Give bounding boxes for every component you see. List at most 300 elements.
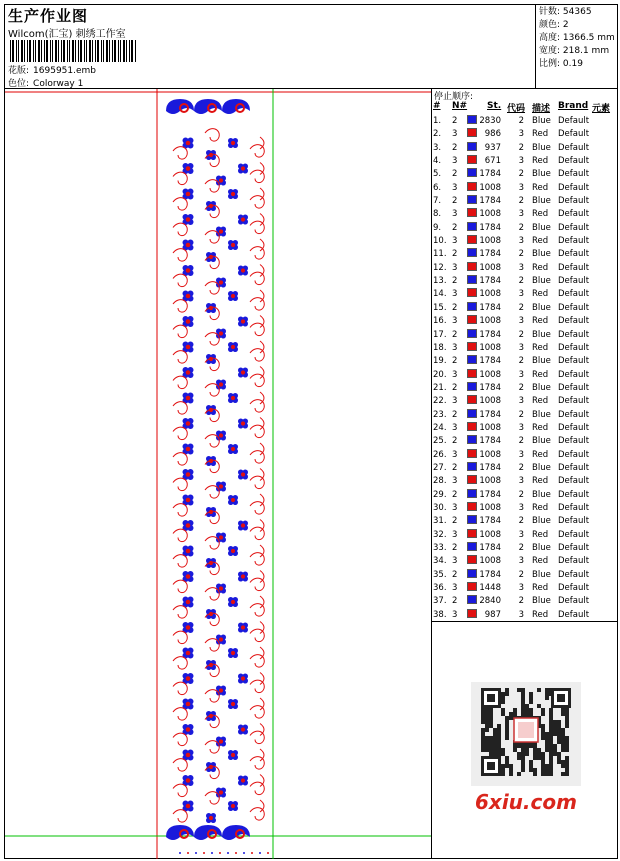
row-brand: Default — [558, 196, 590, 207]
row-stitches: 1008 — [479, 449, 501, 460]
flower-motif — [183, 418, 194, 429]
row-stitches: 1008 — [479, 342, 501, 353]
color-swatch — [467, 369, 477, 378]
color-swatch — [467, 262, 477, 271]
row-stitches: 1784 — [479, 409, 501, 420]
row-needle: 2 — [452, 222, 458, 233]
stat-stitches: 针数: 54365 — [539, 7, 592, 17]
row-brand: Default — [558, 169, 590, 180]
row-index: 1. — [433, 116, 442, 126]
row-index: 15. — [433, 302, 447, 313]
row-code: 2 — [518, 329, 524, 340]
table-row — [432, 529, 618, 542]
row-stitches: 1008 — [479, 316, 501, 327]
row-index: 35. — [433, 569, 447, 580]
table-row — [432, 329, 618, 342]
row-code: 3 — [518, 182, 524, 193]
flower-motif — [228, 138, 238, 148]
color-swatch — [467, 302, 477, 311]
flower-motif — [206, 660, 216, 670]
row-index: 11. — [433, 249, 447, 260]
row-index: 17. — [433, 329, 447, 340]
color-swatch — [467, 582, 477, 591]
flower-motif — [206, 558, 216, 568]
row-needle: 2 — [452, 569, 458, 580]
row-brand: Default — [558, 369, 590, 380]
color-swatch — [467, 168, 477, 177]
row-stitches: 1784 — [479, 222, 501, 233]
row-code: 3 — [518, 156, 524, 167]
row-index: 10. — [433, 236, 447, 247]
color-swatch — [467, 462, 477, 471]
qr-code-image — [471, 682, 581, 786]
row-desc: Blue — [532, 249, 551, 260]
row-index: 16. — [433, 316, 447, 327]
flower-motif — [228, 240, 238, 250]
row-desc: Red — [532, 422, 549, 433]
table-row — [432, 222, 618, 235]
flower-motif — [228, 750, 238, 760]
row-code: 2 — [518, 276, 524, 287]
col-header-element: 元素 — [592, 104, 611, 114]
row-needle: 3 — [452, 236, 458, 247]
row-brand: Default — [558, 502, 590, 513]
row-code: 3 — [518, 316, 524, 327]
row-index: 27. — [433, 462, 447, 473]
row-needle: 2 — [452, 302, 458, 313]
row-brand: Default — [558, 329, 590, 340]
color-swatch — [467, 542, 477, 551]
row-desc: Blue — [532, 543, 551, 553]
col-header-desc: 描述 — [532, 104, 551, 114]
flower-motif — [183, 291, 194, 302]
color-swatch — [467, 142, 477, 151]
colorway-name: Colorway 1 — [33, 79, 84, 89]
row-brand: Default — [558, 596, 590, 607]
color-swatch — [467, 342, 477, 351]
row-code: 2 — [518, 382, 524, 393]
flower-motif — [183, 699, 194, 710]
row-stitches: 987 — [484, 609, 501, 620]
row-code: 3 — [518, 129, 524, 140]
row-index: 31. — [433, 516, 447, 527]
row-brand: Default — [558, 569, 590, 580]
row-stitches: 1008 — [479, 369, 501, 380]
row-desc: Blue — [532, 516, 551, 527]
row-needle: 2 — [452, 116, 458, 126]
row-desc: Blue — [532, 436, 551, 447]
row-desc: Red — [532, 262, 549, 273]
row-desc: Red — [532, 316, 549, 327]
row-desc: Red — [532, 529, 549, 540]
row-index: 26. — [433, 449, 447, 460]
color-swatch — [467, 275, 477, 284]
table-row — [432, 275, 618, 288]
row-index: 12. — [433, 262, 447, 273]
row-desc: Blue — [532, 142, 551, 153]
row-needle: 2 — [452, 516, 458, 527]
row-index: 29. — [433, 489, 447, 500]
table-row — [432, 195, 618, 208]
row-code: 3 — [518, 262, 524, 273]
col-header-stitches: St. — [487, 101, 502, 111]
color-swatch — [467, 395, 477, 404]
row-needle: 3 — [452, 396, 458, 407]
row-code: 3 — [518, 422, 524, 433]
color-swatch — [467, 235, 477, 244]
flower-motif — [228, 189, 238, 199]
flower-motif — [183, 750, 194, 761]
flower-motif — [183, 597, 194, 608]
row-stitches: 1784 — [479, 249, 501, 260]
row-stitches: 1784 — [479, 489, 501, 500]
row-index: 14. — [433, 289, 447, 300]
row-index: 28. — [433, 476, 447, 487]
color-swatch — [467, 195, 477, 204]
row-stitches: 1008 — [479, 476, 501, 487]
row-stitches: 986 — [484, 129, 501, 140]
row-code: 2 — [518, 356, 524, 367]
table-row — [432, 248, 618, 261]
flower-motif — [183, 495, 194, 506]
row-desc: Red — [532, 396, 549, 407]
row-code: 2 — [518, 489, 524, 500]
stop-sequence-rows — [432, 115, 618, 622]
flower-motif — [183, 393, 194, 404]
row-brand: Default — [558, 156, 590, 167]
flower-motif — [216, 278, 226, 288]
row-desc: Blue — [532, 302, 551, 313]
color-swatch — [467, 489, 477, 498]
row-index: 6. — [433, 182, 442, 193]
row-stitches: 1008 — [479, 556, 501, 567]
row-brand: Default — [558, 556, 590, 567]
row-needle: 2 — [452, 329, 458, 340]
row-index: 18. — [433, 342, 447, 353]
row-index: 13. — [433, 276, 447, 287]
row-desc: Blue — [532, 409, 551, 420]
row-stitches: 1008 — [479, 396, 501, 407]
table-row — [432, 355, 618, 368]
row-stitches: 2830 — [479, 116, 501, 126]
row-desc: Blue — [532, 569, 551, 580]
row-desc: Red — [532, 156, 549, 167]
color-swatch — [467, 435, 477, 444]
row-code: 2 — [518, 543, 524, 553]
row-stitches: 1008 — [479, 182, 501, 193]
table-row — [432, 369, 618, 382]
flower-motif — [183, 546, 194, 557]
row-needle: 3 — [452, 156, 458, 167]
flower-motif — [183, 214, 194, 225]
table-row — [432, 409, 618, 422]
flower-motif — [216, 431, 226, 441]
row-stitches: 1784 — [479, 436, 501, 447]
color-swatch — [467, 155, 477, 164]
flower-motif — [206, 405, 216, 415]
row-index: 5. — [433, 169, 442, 180]
stat-colors: 颜色: 2 — [539, 20, 569, 30]
flower-motif — [206, 711, 216, 721]
row-desc: Red — [532, 502, 549, 513]
row-needle: 3 — [452, 209, 458, 220]
row-stitches: 1784 — [479, 196, 501, 207]
row-code: 2 — [518, 222, 524, 233]
row-desc: Blue — [532, 276, 551, 287]
row-stitches: 1784 — [479, 516, 501, 527]
color-swatch — [467, 182, 477, 191]
row-needle: 3 — [452, 369, 458, 380]
row-brand: Default — [558, 449, 590, 460]
row-desc: Red — [532, 129, 549, 140]
row-stitches: 1784 — [479, 569, 501, 580]
flower-motif — [238, 266, 248, 276]
row-desc: Blue — [532, 196, 551, 207]
row-index: 37. — [433, 596, 447, 607]
row-stitches: 1008 — [479, 289, 501, 300]
color-swatch — [467, 569, 477, 578]
row-needle: 2 — [452, 462, 458, 473]
table-row — [432, 208, 618, 221]
row-code: 3 — [518, 342, 524, 353]
col-header-index: # — [433, 101, 441, 111]
row-needle: 2 — [452, 356, 458, 367]
row-index: 33. — [433, 543, 447, 553]
flower-motif — [206, 456, 216, 466]
stat-height: 高度: 1366.5 mm — [539, 33, 615, 43]
row-needle: 3 — [452, 502, 458, 513]
row-code: 3 — [518, 556, 524, 567]
row-stitches: 1784 — [479, 169, 501, 180]
studio-subtitle: Wilcom(汇宝) 刺绣工作室 — [8, 29, 126, 40]
col-header-brand: Brand — [558, 101, 589, 111]
row-needle: 2 — [452, 382, 458, 393]
header — [5, 4, 535, 88]
flower-motif — [206, 609, 216, 619]
page-title: 生产作业图 — [8, 7, 89, 25]
flower-motif — [228, 699, 238, 709]
row-index: 24. — [433, 422, 447, 433]
row-index: 38. — [433, 609, 447, 620]
flower-motif — [183, 571, 194, 582]
row-needle: 3 — [452, 342, 458, 353]
row-stitches: 1784 — [479, 543, 501, 553]
row-desc: Blue — [532, 596, 551, 607]
flower-motif — [183, 801, 194, 812]
flower-motif — [238, 164, 248, 174]
row-stitches: 1008 — [479, 236, 501, 247]
row-stitches: 1784 — [479, 462, 501, 473]
flower-motif — [183, 342, 194, 353]
row-stitches: 1008 — [479, 529, 501, 540]
row-index: 36. — [433, 583, 447, 594]
row-index: 19. — [433, 356, 447, 367]
flower-motif — [206, 507, 216, 517]
table-row — [432, 542, 618, 555]
flower-motif — [183, 622, 194, 633]
flower-motif — [216, 176, 226, 186]
table-row — [432, 555, 618, 568]
row-needle: 2 — [452, 409, 458, 420]
table-row — [432, 182, 618, 195]
color-swatch — [467, 222, 477, 231]
flower-motif — [228, 801, 238, 811]
row-brand: Default — [558, 436, 590, 447]
table-row — [432, 595, 618, 608]
row-needle: 2 — [452, 436, 458, 447]
flower-motif — [206, 252, 216, 262]
color-swatch — [467, 329, 477, 338]
row-code: 2 — [518, 409, 524, 420]
row-index: 22. — [433, 396, 447, 407]
flower-motif — [216, 788, 226, 798]
row-code: 3 — [518, 209, 524, 220]
row-desc: Blue — [532, 489, 551, 500]
row-desc: Blue — [532, 356, 551, 367]
row-needle: 2 — [452, 596, 458, 607]
row-index: 21. — [433, 382, 447, 393]
row-needle: 3 — [452, 583, 458, 594]
flower-motif — [183, 469, 194, 480]
row-index: 4. — [433, 156, 442, 167]
row-desc: Red — [532, 182, 549, 193]
row-desc: Blue — [532, 222, 551, 233]
table-row — [432, 449, 618, 462]
color-swatch — [467, 609, 477, 618]
table-row — [432, 382, 618, 395]
table-row — [432, 609, 618, 622]
table-row — [432, 422, 618, 435]
row-desc: Red — [532, 609, 549, 620]
row-brand: Default — [558, 609, 590, 620]
flower-motif — [238, 470, 248, 480]
flower-motif — [216, 482, 226, 492]
barcode-image — [10, 40, 138, 62]
flower-motif — [238, 725, 248, 735]
row-index: 3. — [433, 142, 442, 153]
design-stats — [535, 4, 618, 88]
row-index: 23. — [433, 409, 447, 420]
flower-motif — [238, 623, 248, 633]
row-code: 2 — [518, 169, 524, 180]
flower-motif — [238, 572, 248, 582]
row-brand: Default — [558, 342, 590, 353]
row-index: 9. — [433, 222, 442, 233]
row-brand: Default — [558, 382, 590, 393]
color-swatch — [467, 382, 477, 391]
row-needle: 3 — [452, 422, 458, 433]
row-needle: 3 — [452, 316, 458, 327]
row-brand: Default — [558, 182, 590, 193]
flower-motif — [238, 419, 248, 429]
embroidery-design-image — [5, 89, 431, 859]
color-swatch — [467, 555, 477, 564]
col-header-code: 代码 — [507, 104, 526, 114]
row-needle: 2 — [452, 276, 458, 287]
color-swatch — [467, 502, 477, 511]
row-index: 20. — [433, 369, 447, 380]
row-needle: 3 — [452, 476, 458, 487]
row-desc: Blue — [532, 329, 551, 340]
row-stitches: 2840 — [479, 596, 501, 607]
flower-motif — [228, 648, 238, 658]
flower-motif — [228, 546, 238, 556]
row-code: 3 — [518, 236, 524, 247]
row-brand: Default — [558, 516, 590, 527]
row-desc: Red — [532, 369, 549, 380]
row-desc: Red — [532, 556, 549, 567]
flower-motif — [183, 316, 194, 327]
flower-motif — [183, 648, 194, 659]
flower-motif — [228, 393, 238, 403]
row-desc: Red — [532, 289, 549, 300]
row-brand: Default — [558, 129, 590, 140]
row-code: 3 — [518, 449, 524, 460]
row-code: 3 — [518, 289, 524, 300]
row-brand: Default — [558, 289, 590, 300]
color-swatch — [467, 128, 477, 137]
row-desc: Red — [532, 449, 549, 460]
row-needle: 2 — [452, 489, 458, 500]
row-stitches: 937 — [484, 142, 501, 153]
row-code: 3 — [518, 476, 524, 487]
flower-motif — [183, 138, 194, 149]
color-swatch — [467, 449, 477, 458]
flower-motif — [183, 520, 194, 531]
color-swatch — [467, 595, 477, 604]
flower-motif — [206, 201, 216, 211]
row-desc: Red — [532, 236, 549, 247]
flower-motif — [183, 189, 194, 200]
row-brand: Default — [558, 583, 590, 594]
flower-motif — [228, 444, 238, 454]
color-swatch — [467, 208, 477, 217]
table-row — [432, 155, 618, 168]
row-code: 3 — [518, 583, 524, 594]
row-needle: 3 — [452, 529, 458, 540]
row-needle: 2 — [452, 196, 458, 207]
flower-motif — [206, 303, 216, 313]
color-swatch — [467, 248, 477, 257]
row-index: 30. — [433, 502, 447, 513]
row-brand: Default — [558, 489, 590, 500]
flower-motif — [183, 240, 194, 251]
color-swatch — [467, 288, 477, 297]
flower-motif — [228, 495, 238, 505]
table-row — [432, 315, 618, 328]
row-needle: 2 — [452, 142, 458, 153]
row-code: 3 — [518, 609, 524, 620]
flower-motif — [228, 597, 238, 607]
row-code: 3 — [518, 529, 524, 540]
row-stitches: 1008 — [479, 262, 501, 273]
row-code: 3 — [518, 396, 524, 407]
row-code: 2 — [518, 436, 524, 447]
row-brand: Default — [558, 276, 590, 287]
row-desc: Red — [532, 476, 549, 487]
row-needle: 3 — [452, 449, 458, 460]
table-row — [432, 582, 618, 595]
row-brand: Default — [558, 529, 590, 540]
row-stitches: 1448 — [479, 583, 501, 594]
row-needle: 3 — [452, 182, 458, 193]
row-brand: Default — [558, 236, 590, 247]
row-brand: Default — [558, 356, 590, 367]
flower-motif — [183, 775, 194, 786]
row-brand: Default — [558, 409, 590, 420]
color-swatch — [467, 529, 477, 538]
embroidery-preview — [5, 89, 431, 859]
